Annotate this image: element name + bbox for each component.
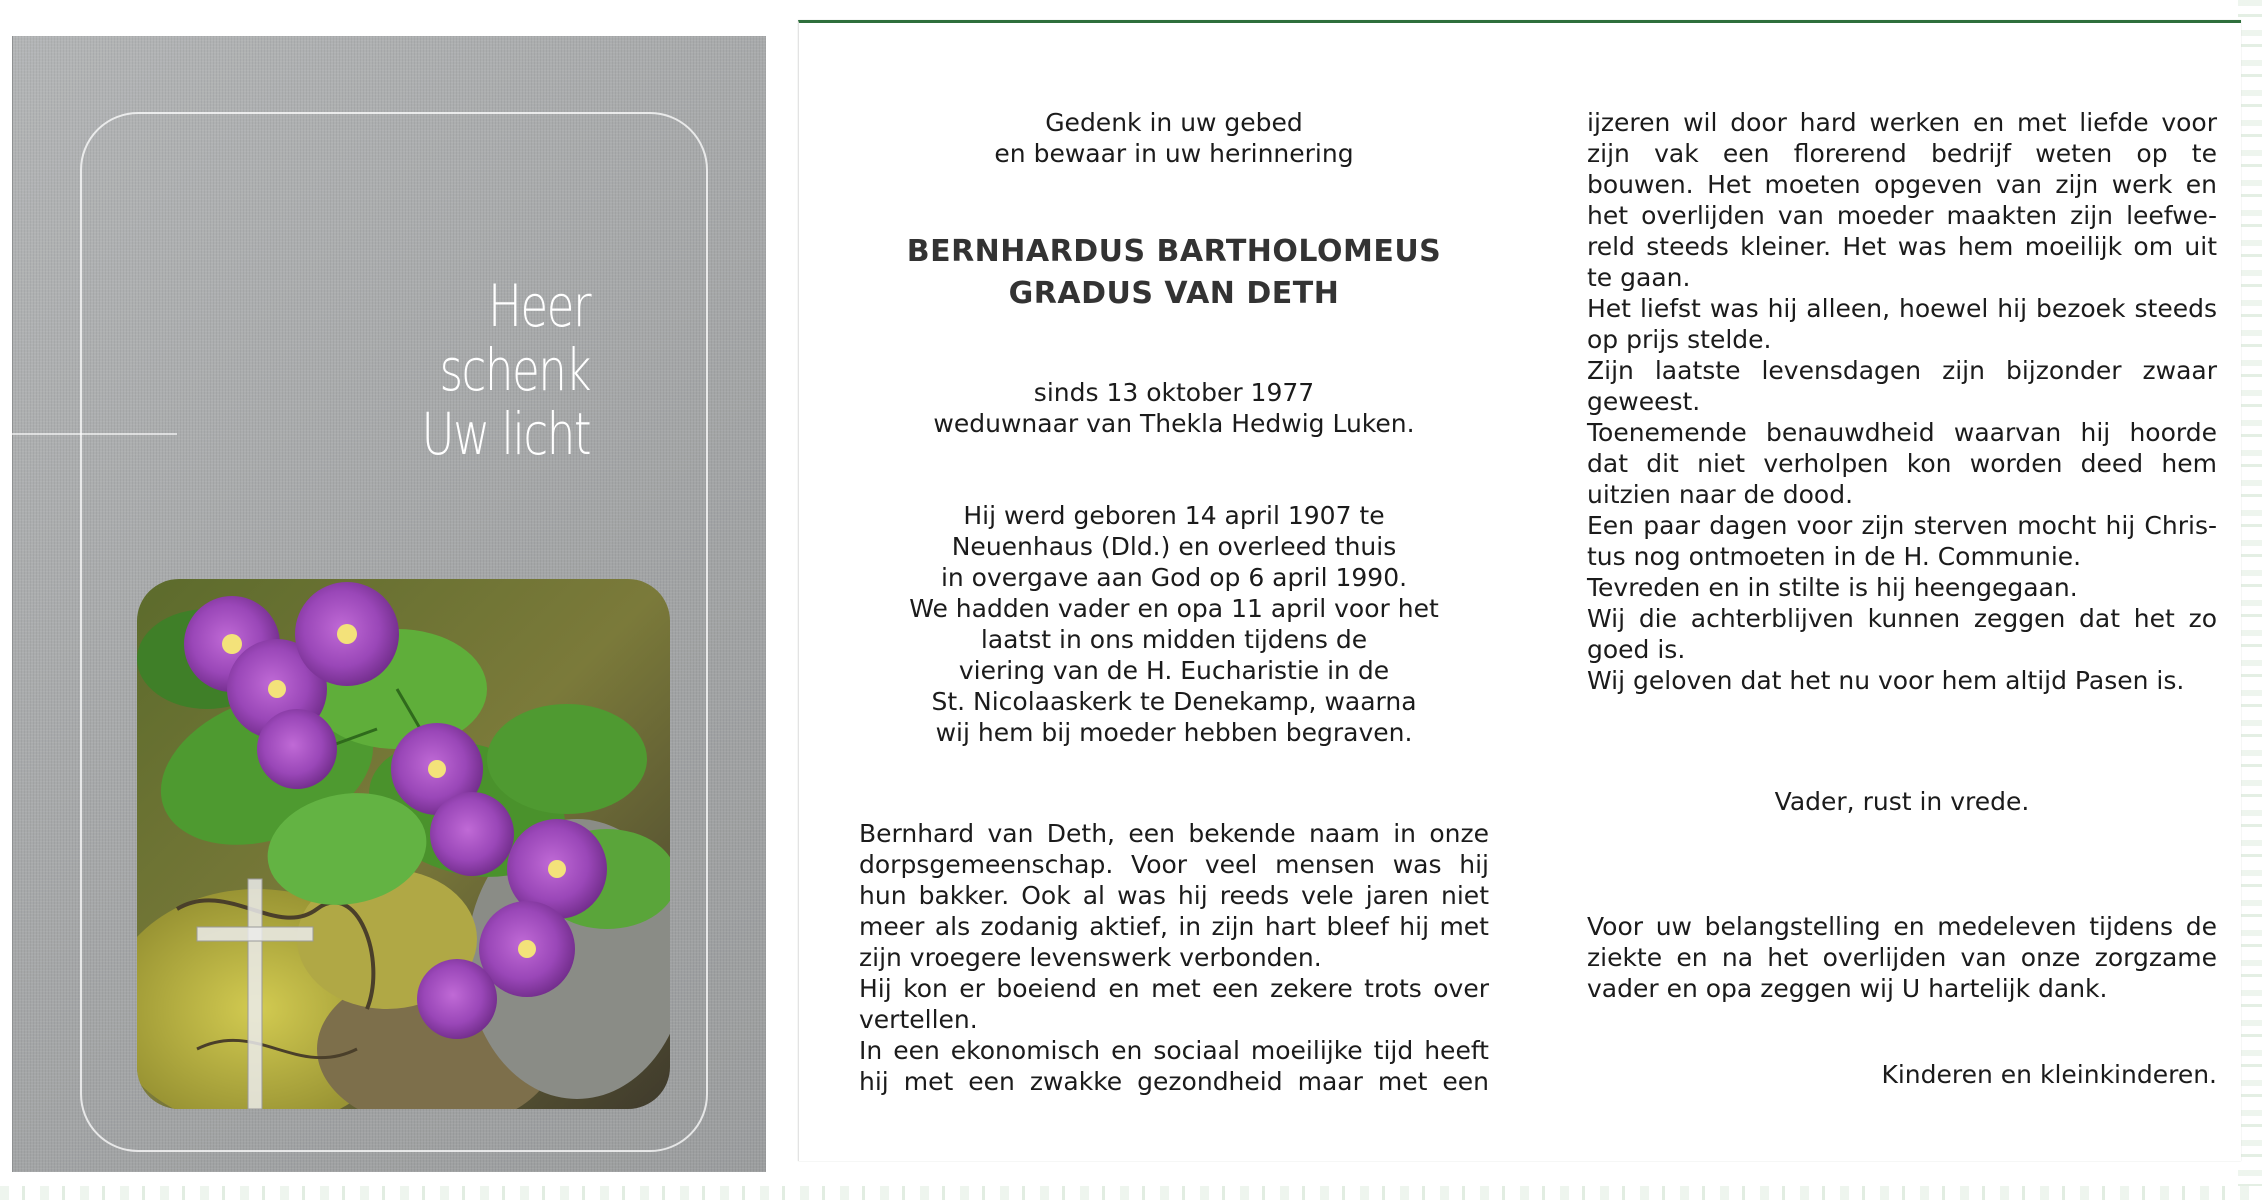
biography-continuation <box>1587 107 2217 696</box>
continuation-line: het overlijden van moeder maakten zijn leefwe- <box>1587 201 2217 230</box>
life-line: wij hem bij moeder hebben begraven. <box>935 718 1413 747</box>
life-line: Hij werd geboren 14 april 1907 te <box>963 501 1385 530</box>
bio-line: Bernhard van Deth, een bekende naam in onze <box>859 819 1489 848</box>
widower-line: weduwnaar van Thekla Hedwig Luken. <box>933 409 1415 438</box>
signature-text: Kinderen en kleinkinderen. <box>1881 1060 2217 1089</box>
continuation-line: Wij geloven dat het nu voor hem altijd Pasen is. <box>1587 666 2185 695</box>
continuation-line: Tevreden en in stilte is hij heengegaan. <box>1587 573 2078 602</box>
life-line: laatst in ons midden tijdens de <box>980 625 1368 654</box>
cross-icon <box>137 579 670 1109</box>
continuation-line: Een paar dagen voor zijn sterven mocht hij Chris- <box>1587 511 2217 540</box>
continuation-line: bouwen. Het moeten opgeven van zijn werk en <box>1587 170 2217 199</box>
name-line: BERNHARDUS BARTHOLOMEUS <box>906 234 1442 269</box>
intro-line: Gedenk in uw gebed <box>1045 108 1303 137</box>
decorative-line <box>12 433 177 435</box>
prayer-card-inside <box>798 20 2241 1161</box>
continuation-line: Toenemende benauwdheid waarvan hij hoorde <box>1587 418 2217 447</box>
widower-text <box>859 377 1489 439</box>
bio-line: vertellen. <box>859 1005 978 1034</box>
bio-line: zijn vroegere levenswerk verbonden. <box>859 943 1322 972</box>
intro-text <box>859 107 1489 169</box>
bio-line: In een ekonomisch en sociaal moeilijke tijd heeft <box>859 1036 1489 1065</box>
flower-photo <box>137 579 670 1109</box>
continuation-line: geweest. <box>1587 387 1701 416</box>
deceased-name <box>859 231 1489 315</box>
farewell-text: Vader, rust in vrede. <box>1774 787 2030 816</box>
continuation-line: zijn vak een florerend bedrijf weten op te <box>1587 139 2217 168</box>
continuation-line: Zijn laatste levensdagen zijn bijzonder zwaar <box>1587 356 2217 385</box>
life-line: in overgave aan God op 6 april 1990. <box>940 563 1408 592</box>
bio-line: meer als zodanig aktief, in zijn hart bleef hij met <box>859 912 1489 941</box>
bio-line: hij met een zwakke gezondheid maar met een <box>859 1067 1489 1096</box>
biography-text <box>859 818 1489 1097</box>
bio-line: dorpsgemeenschap. Voor veel mensen was hij <box>859 850 1489 879</box>
bio-line: hun bakker. Ook al was hij reeds vele jaren niet <box>859 881 1489 910</box>
life-line: We hadden vader en opa 11 april voor het <box>909 594 1439 623</box>
scan-edge-right <box>2238 0 2262 1200</box>
thanks-line: Voor uw belangstelling en medeleven tijdens de <box>1587 912 2217 941</box>
continuation-line: te gaan. <box>1587 263 1691 292</box>
continuation-line: dat dit niet verholpen kon worden deed hem <box>1587 449 2217 478</box>
motto-line: Heer <box>487 272 590 340</box>
continuation-line: op prijs stelde. <box>1587 325 1772 354</box>
name-line: GRADUS VAN DETH <box>1008 276 1340 311</box>
widower-line: sinds 13 oktober 1977 <box>1033 378 1315 407</box>
continuation-line: goed is. <box>1587 635 1686 664</box>
life-line: Neuenhaus (Dld.) en overleed thuis <box>951 532 1397 561</box>
motto-line: Uw licht <box>421 400 590 468</box>
intro-line: en bewaar in uw herinnering <box>994 139 1354 168</box>
life-line: St. Nicolaaskerk te Denekamp, waarna <box>931 687 1417 716</box>
life-dates-text <box>859 500 1489 748</box>
thanks-text <box>1587 911 2217 1004</box>
prayer-card-front <box>12 36 766 1172</box>
thanks-line: vader en opa zeggen wij U hartelijk dank. <box>1587 974 2108 1003</box>
thanks-line: ziekte en na het overlijden van onze zorgzame <box>1587 943 2217 972</box>
bio-line: Hij kon er boeiend en met een zekere trots over <box>859 974 1489 1003</box>
continuation-line: reld steeds kleiner. Het was hem moeilijk om uit <box>1587 232 2217 261</box>
continuation-line: Wij die achterblijven kunnen zeggen dat het zo <box>1587 604 2217 633</box>
motto-line: schenk <box>439 336 590 404</box>
continuation-line: ijzeren wil door hard werken en met liefde voor <box>1587 108 2217 137</box>
continuation-line: Het liefst was hij alleen, hoewel hij bezoek steeds <box>1587 294 2217 323</box>
card-motto <box>262 274 590 466</box>
scan-edge-bottom <box>0 1186 2262 1200</box>
continuation-line: uitzien naar de dood. <box>1587 480 1854 509</box>
life-line: viering van de H. Eucharistie in de <box>958 656 1390 685</box>
continuation-line: tus nog ontmoeten in de H. Communie. <box>1587 542 2082 571</box>
